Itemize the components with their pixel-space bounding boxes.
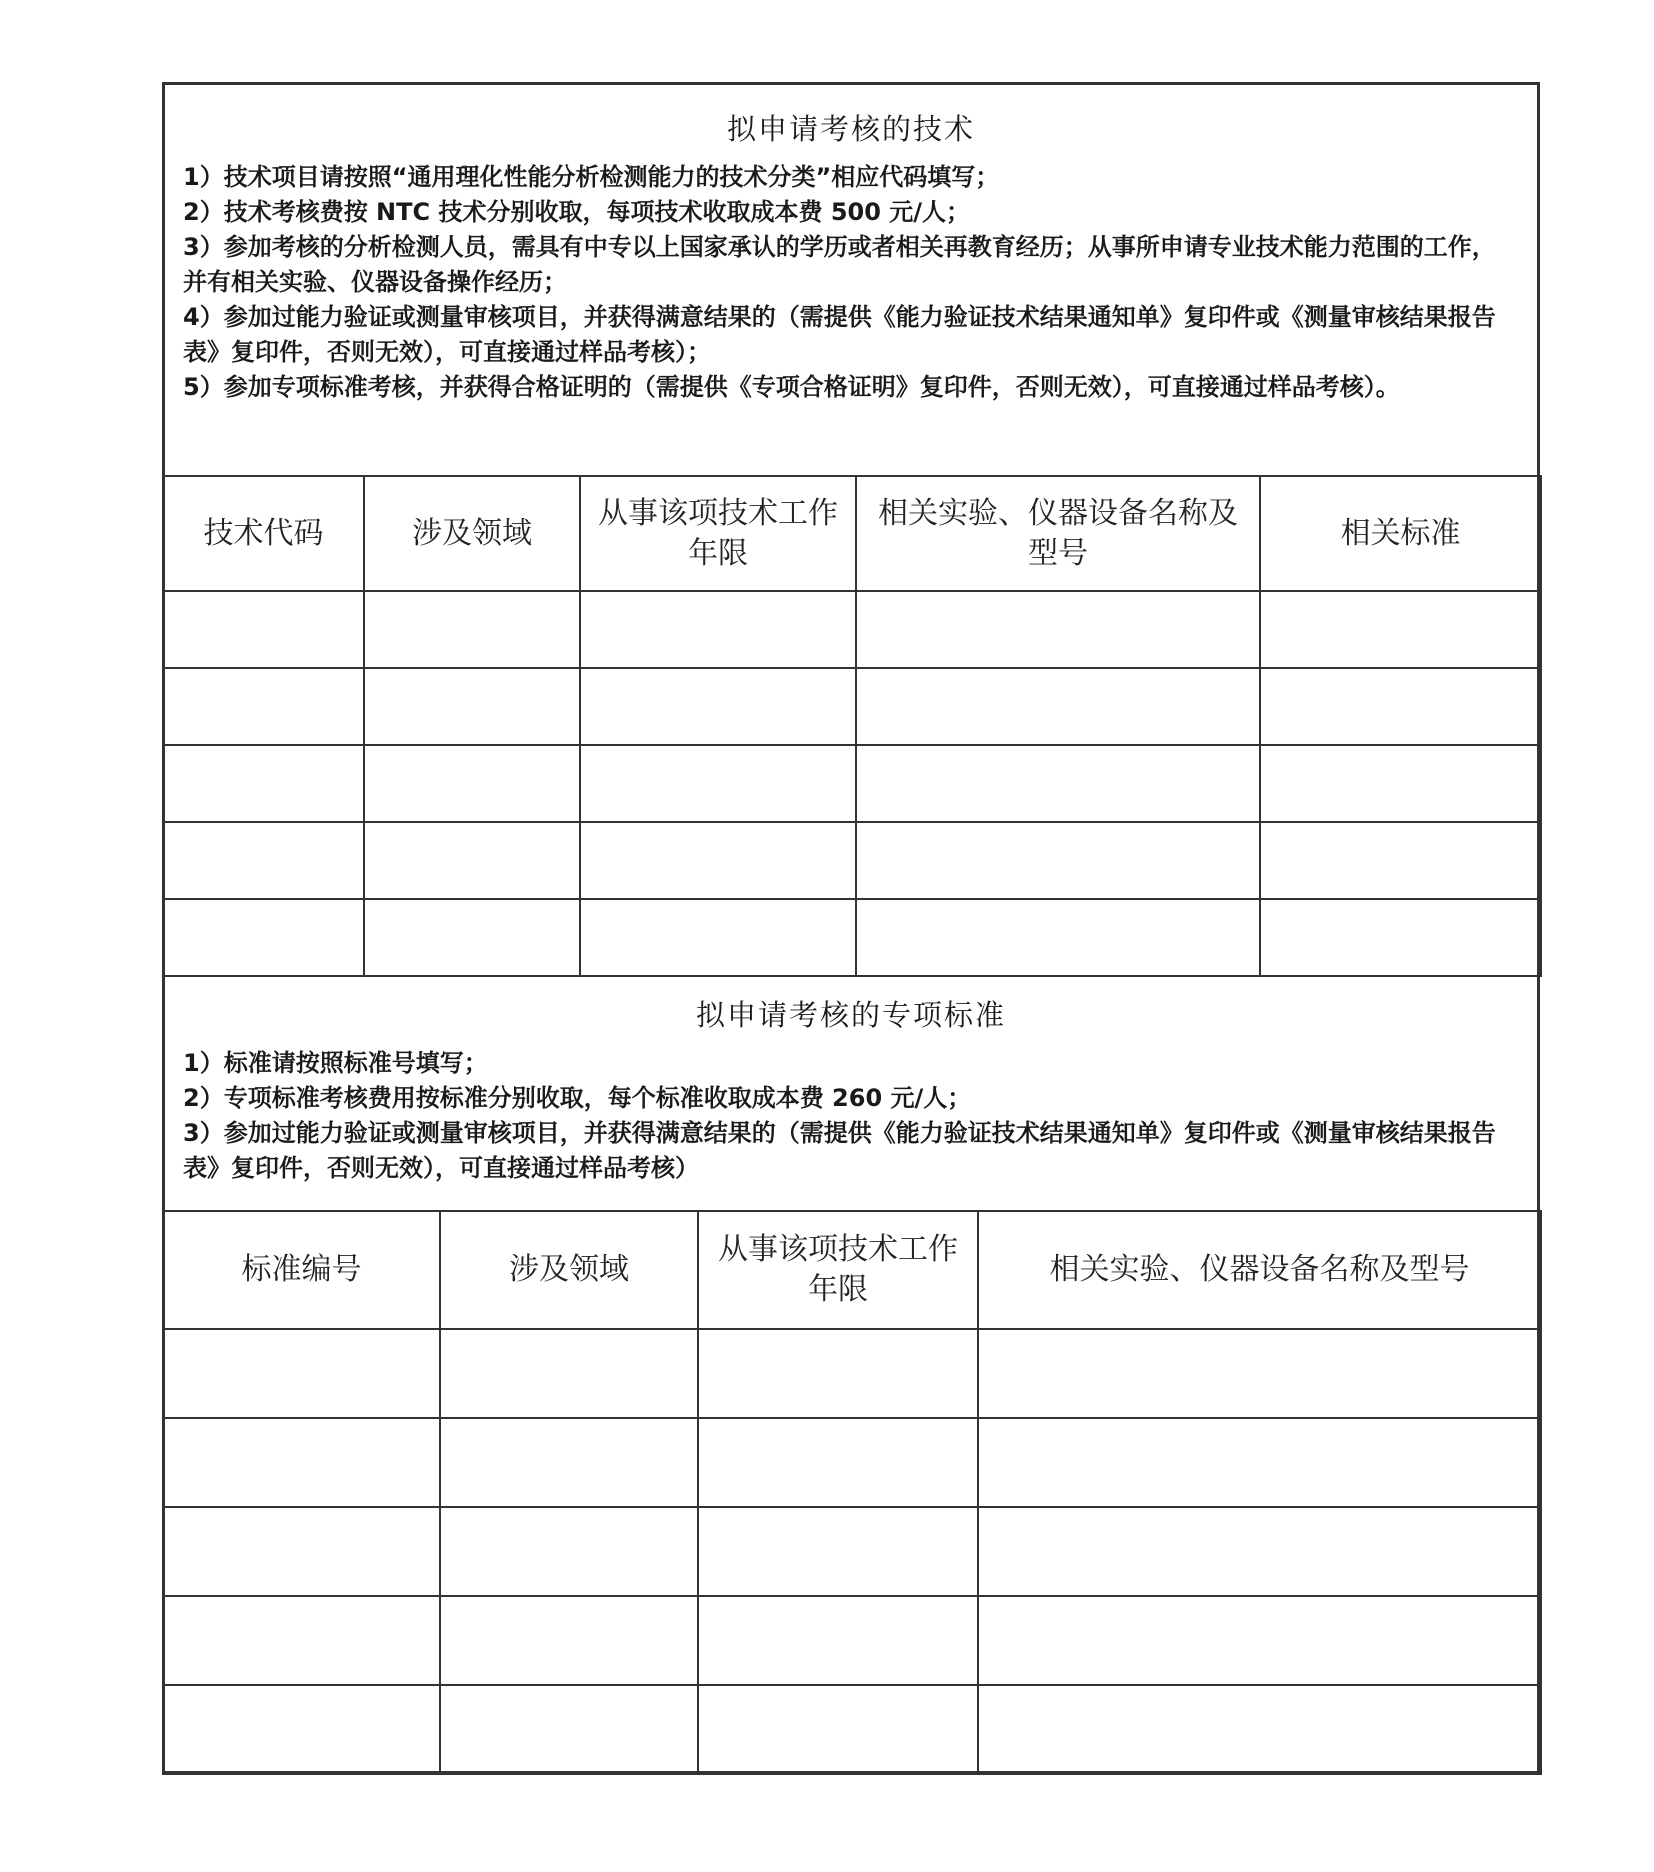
note-item: 5）参加专项标准考核，并获得合格证明的（需提供《专项合格证明》复印件，否则无效），可直接通过样品考核）。 <box>183 373 1400 401</box>
table-cell[interactable] <box>364 668 580 745</box>
technique-section-title: 拟申请考核的技术 <box>726 112 975 146</box>
table-cell[interactable] <box>163 1685 440 1774</box>
table-cell[interactable] <box>856 591 1260 668</box>
table-cell[interactable] <box>698 1418 978 1507</box>
table-cell[interactable] <box>978 1329 1541 1418</box>
table-cell[interactable] <box>580 745 856 822</box>
technique-section <box>165 107 1537 405</box>
col-header-field: 涉及领域 <box>364 476 580 591</box>
table-row <box>163 1329 1541 1418</box>
table-row <box>163 1507 1541 1596</box>
table-cell[interactable] <box>163 1418 440 1507</box>
table-cell[interactable] <box>440 1596 698 1685</box>
note-item: 1）标准请按照标准号填写； <box>183 1049 488 1077</box>
table-cell[interactable] <box>364 822 580 899</box>
standard-notes <box>183 1046 1517 1186</box>
table-cell[interactable] <box>1260 899 1541 976</box>
table-cell[interactable] <box>364 591 580 668</box>
table-header-row <box>163 1211 1541 1329</box>
col-header-equipment: 相关实验、仪器设备名称及型号 <box>856 476 1260 591</box>
table-cell[interactable] <box>580 899 856 976</box>
table-cell[interactable] <box>580 668 856 745</box>
table-cell[interactable] <box>580 822 856 899</box>
table-cell[interactable] <box>856 899 1260 976</box>
col-header-standard: 相关标准 <box>1260 476 1541 591</box>
table-cell[interactable] <box>163 899 364 976</box>
table-cell[interactable] <box>856 822 1260 899</box>
table-cell[interactable] <box>364 745 580 822</box>
note-item: 1）技术项目请按照“通用理化性能分析检测能力的技术分类”相应代码填写； <box>183 163 1000 191</box>
table-cell[interactable] <box>1260 591 1541 668</box>
standard-section-title: 拟申请考核的专项标准 <box>695 998 1006 1032</box>
table-cell[interactable] <box>1260 745 1541 822</box>
table-cell[interactable] <box>978 1418 1541 1507</box>
table-cell[interactable] <box>856 745 1260 822</box>
table-cell[interactable] <box>163 1596 440 1685</box>
table-row <box>163 745 1541 822</box>
table-row <box>163 1596 1541 1685</box>
table-row <box>163 899 1541 976</box>
table-cell[interactable] <box>1260 822 1541 899</box>
table-row <box>163 822 1541 899</box>
table-cell[interactable] <box>978 1507 1541 1596</box>
table-cell[interactable] <box>856 668 1260 745</box>
table-cell[interactable] <box>978 1685 1541 1774</box>
table-cell[interactable] <box>163 591 364 668</box>
table-cell[interactable] <box>698 1329 978 1418</box>
note-item: 2）技术考核费按 NTC 技术分别收取，每项技术收取成本费 500 元/人； <box>183 198 971 226</box>
col-header-equipment: 相关实验、仪器设备名称及型号 <box>978 1211 1541 1329</box>
table-cell[interactable] <box>163 1507 440 1596</box>
table-cell[interactable] <box>698 1507 978 1596</box>
table-cell[interactable] <box>440 1418 698 1507</box>
table-cell[interactable] <box>163 745 364 822</box>
note-item: 3）参加过能力验证或测量审核项目，并获得满意结果的（需提供《能力验证技术结果通知单》复印件或《测量审核结果报告表》复印件，否则无效），可直接通过样品考核） <box>183 1119 1496 1182</box>
table-row <box>163 668 1541 745</box>
technique-table <box>162 475 1542 977</box>
note-item: 4）参加过能力验证或测量审核项目，并获得满意结果的（需提供《能力验证技术结果通知单》复印件或《测量审核结果报告表》复印件，否则无效），可直接通过样品考核）； <box>183 303 1496 366</box>
col-header-years: 从事该项技术工作年限 <box>698 1211 978 1329</box>
standard-table <box>162 1210 1542 1775</box>
table-cell[interactable] <box>698 1685 978 1774</box>
standard-section <box>165 993 1537 1186</box>
table-row <box>163 591 1541 668</box>
col-header-tech-code: 技术代码 <box>163 476 364 591</box>
table-cell[interactable] <box>440 1329 698 1418</box>
note-item: 3）参加考核的分析检测人员，需具有中专以上国家承认的学历或者相关再教育经历；从事所申请专业技术能力范围的工作，并有相关实验、仪器设备操作经历； <box>183 233 1496 296</box>
table-cell[interactable] <box>978 1596 1541 1685</box>
table-cell[interactable] <box>1260 668 1541 745</box>
table-row <box>163 1418 1541 1507</box>
col-header-field: 涉及领域 <box>440 1211 698 1329</box>
table-cell[interactable] <box>163 822 364 899</box>
technique-notes <box>183 160 1517 405</box>
table-cell[interactable] <box>163 668 364 745</box>
table-cell[interactable] <box>364 899 580 976</box>
note-item: 2）专项标准考核费用按标准分别收取，每个标准收取成本费 260 元/人； <box>183 1084 972 1112</box>
table-cell[interactable] <box>440 1685 698 1774</box>
table-cell[interactable] <box>163 1329 440 1418</box>
table-cell[interactable] <box>440 1507 698 1596</box>
table-header-row <box>163 476 1541 591</box>
col-header-standard-no: 标准编号 <box>163 1211 440 1329</box>
col-header-years: 从事该项技术工作年限 <box>580 476 856 591</box>
table-cell[interactable] <box>580 591 856 668</box>
table-cell[interactable] <box>698 1596 978 1685</box>
table-row <box>163 1685 1541 1774</box>
application-form <box>162 82 1540 1774</box>
